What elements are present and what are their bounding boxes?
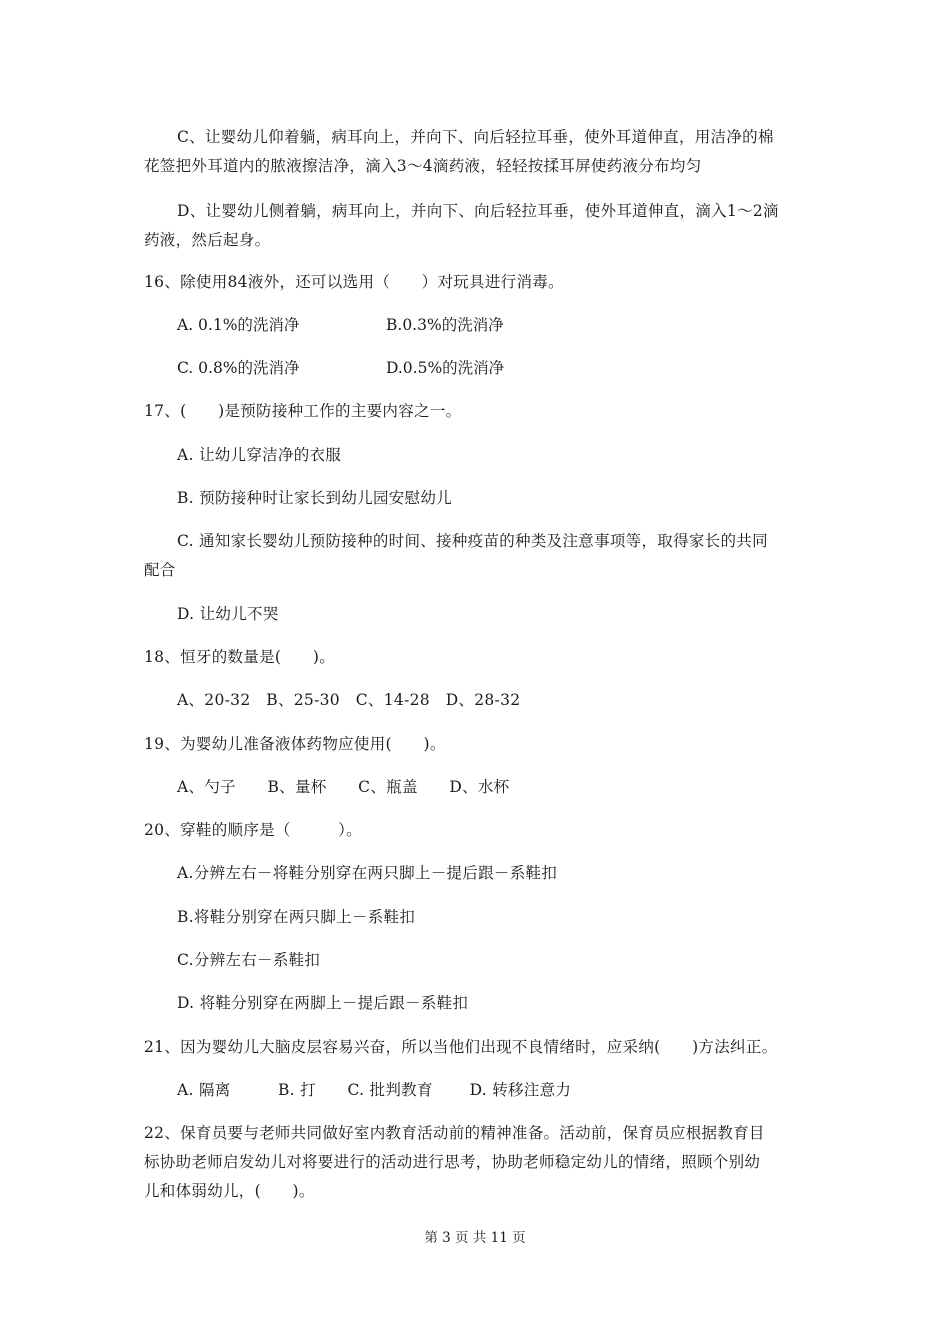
q20-option-c: C.分辨左右－系鞋扣 <box>177 951 321 969</box>
q17-option-c-line-1: C. 通知家长婴幼儿预防接种的时间、接种疫苗的种类及注意事项等，取得家长的共同 <box>177 532 768 550</box>
q17-option-a: A. 让幼儿穿洁净的衣服 <box>177 446 342 464</box>
q20-option-a: A.分辨左右－将鞋分别穿在两只脚上－提后跟－系鞋扣 <box>177 864 558 882</box>
q17-option-b: B. 预防接种时让家长到幼儿园安慰幼儿 <box>177 489 452 507</box>
q16-option-a: A. 0.1%的洗消净 <box>177 316 300 334</box>
q21-stem: 21、因为婴幼儿大脑皮层容易兴奋，所以当他们出现不良情绪时，应采纳( )方法纠正。 <box>144 1038 778 1056</box>
q18-options: A、20-32 B、25-30 C、14-28 D、28-32 <box>177 691 521 709</box>
q15-option-c-line-2: 花签把外耳道内的脓液擦洁净，滴入3～4滴药液，轻轻按揉耳屏使药液分布均匀 <box>144 157 702 175</box>
q15-option-d-line-1: D、让婴幼儿侧着躺，病耳向上，并向下、向后轻拉耳垂，使外耳道伸直，滴入1～2滴 <box>177 202 779 220</box>
q22-stem-line-1: 22、保育员要与老师共同做好室内教育活动前的精神准备。活动前，保育员应根据教育目 <box>144 1124 765 1142</box>
q20-option-b: B.将鞋分别穿在两只脚上－系鞋扣 <box>177 908 416 926</box>
q17-stem: 17、( )是预防接种工作的主要内容之一。 <box>144 402 462 420</box>
q15-option-d-line-2: 药液，然后起身。 <box>144 231 271 249</box>
page-footer: 第 3 页 共 11 页 <box>424 1230 526 1246</box>
q21-options: A. 隔离 B. 打 C. 批判教育 D. 转移注意力 <box>177 1081 572 1099</box>
q15-option-c-line-1: C、让婴幼儿仰着躺，病耳向上，并向下、向后轻拉耳垂，使外耳道伸直，用洁净的棉 <box>177 128 774 146</box>
q16-stem: 16、除使用84液外，还可以选用（ ）对玩具进行消毒。 <box>144 273 564 291</box>
q19-stem: 19、为婴幼儿准备液体药物应使用( )。 <box>144 735 446 753</box>
q17-option-c-line-2: 配合 <box>144 561 176 579</box>
q20-option-d: D. 将鞋分别穿在两脚上－提后跟－系鞋扣 <box>177 994 469 1012</box>
q19-options: A、勺子 B、量杯 C、瓶盖 D、水杯 <box>177 778 510 796</box>
q18-stem: 18、恒牙的数量是( )。 <box>144 648 336 666</box>
q20-stem: 20、穿鞋的顺序是（ ）。 <box>144 821 362 839</box>
q22-stem-line-2: 标协助老师启发幼儿对将要进行的活动进行思考，协助老师稳定幼儿的情绪，照顾个别幼 <box>144 1153 761 1171</box>
q17-option-d: D. 让幼儿不哭 <box>177 605 279 623</box>
q22-stem-line-3: 儿和体弱幼儿，( )。 <box>144 1182 315 1200</box>
q16-option-b: B.0.3%的洗消净 <box>386 316 504 334</box>
q16-option-c: C. 0.8%的洗消净 <box>177 359 300 377</box>
q16-option-d: D.0.5%的洗消净 <box>386 359 505 377</box>
